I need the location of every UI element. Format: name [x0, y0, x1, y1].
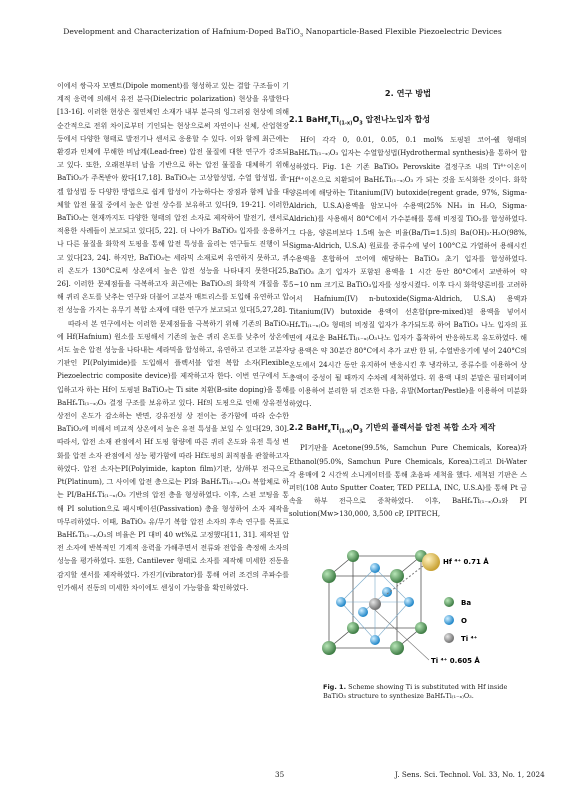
running-header: Development and Characterization of Hafnium-Doped BaTiO$_3$ Nanoparticle-Based Flexible Piezoelectric Devices: [63, 27, 502, 39]
hf-radius-label: Hf ⁴⁺ 0.71 Å: [443, 557, 489, 566]
ti-radius-label: Ti ⁴⁺ 0.605 Å: [431, 656, 480, 665]
hf-atom: [422, 553, 440, 571]
figure-1: [289, 528, 527, 708]
legend-ti-label: Ti ⁴⁺: [461, 634, 478, 643]
body-paragraph: PI기판을 Acetone(99.5%, Samchun Pure Chemicals, Korea)과 Ethanol(95.0%, Samchun Pure Chemicals, Korea)그리고 Di-Water 각 용매에 2 시간씩 소니케이터를 통해 초음파 세척을 했다. 세척된 기판은 스퍼터(108 Auto Sputter Coater, TED PELLA, INC, U.S.A)를 통해 Pt 금속을 하부 전극으로 증착하였다. 이후, BaHfₓTi₍₁₋ₓ₎O₃와 PI solution(Mw>130,000, 3,500 cP, IPITECH,: [289, 444, 527, 519]
legend-o-swatch: [444, 615, 454, 625]
subsection-heading: 2.1 $BaHf_xTi_{(1-x)}O_3$ 압전나노입자 합성: [289, 115, 431, 127]
subsection-heading: 2.2 $BaHf_xTi_{(1-x)}O_3$ 기반의 플렉서블 압전 복합 소자 제작: [289, 423, 496, 436]
body-paragraph: 이에서 쌍극자 모멘트(Dipole moment)를 형성하고 있는 결합 구조들이 기계적 응력에 의해서 유전 분극(Dielectric polarization) 현상을 유발한다[13-16]. 이러한 현상은 절연체인 소재가 내부 분극의 잉그러짐 현상에 의해 순간적으로 전위 차이로부터 기인되는 현상으로써 자연이나 신체, 산업현장 등에서 다양한 형태로 발전기나 센서로 응용할 수 있다. 이와 함께 최근에는 환경과 인체에 무해한 비납계(Lead-free) 압전 물질에 대한 연구가 강조되고 있다. 또한, 오래전부터 납을 기반으로 하는 압전 물질을 대체하기 위해 BaTiO₃가 주목받아 왔다[17,18]. BaTiO₃는 고상합성법, 수열 합성법, 졸-겔 합성법 등 다양한 방법으로 쉽게 합성이 가능하다는 장점과 함께 납을 대체할 압전 물질 중에서 높은 압전 상수를 보유하고 있다[9, 19-21]. 이러한 BaTiO₃는 현재까지도 다양한 형태의 압전 소자로 제작하여 발전기, 센서로 적용한 사례들이 보고되고 있다[5, 22]. 더 나아가 BaTiO₃ 입자를 응용하거나 다른 물질을 화학적 도핑을 통해 압전 특성을 올리는 연구들도 진행이 되고 있다[23, 24]. 하지만, BaTiO₃는 세라믹 소재로써 유연하지 못하고, 퀴리 온도가 130°C로써 상온에서 높은 압전 성능을 나타내지 못한다[25, 26]. 이러한 문제점들을 극복하고자 최근에는 BaTiO₃의 화학적 개질을 통해 퀴리 온도를 낮추는 연구와 더불어 고분자 매트리스를 도입해 유연하고 압전 성능을 가지는 유무기 복합 소재에 대한 연구가 보고되고 있다[5,27,28].: [57, 82, 289, 315]
section-heading: 2. 연구 방법: [384, 88, 432, 98]
legend-ba-swatch: [444, 597, 454, 607]
legend-ba-label: Ba: [461, 598, 472, 607]
legend-ti-swatch: [444, 633, 454, 643]
legend-o-label: O: [461, 616, 467, 625]
ti-center-atom: [369, 598, 381, 610]
body-paragraph: 따라서 본 연구에서는 이러한 문제점들을 극복하기 위해 기존의 BaTiO₃에 Hf(Hafnium) 원소를 도핑해서 기존의 높은 퀴리 온도를 낮추어 상온에서도 높은 압전 성능을 나타내는 세라믹을 합성하고, 유연하고 견고한 고분자 기판인 PI(Polyimide)를 도입해서 플렉서블 압전 복합 소자(Flexible Piezoelectric composite device)를 제작하고자 한다. 이번 연구에서 도입하고자 하는 Hf이 도핑된 BaTiO₃는 Ti site 치환(B-site doping)을 통해 BaHfₓTi₍₁₋ₓ₎O₃ 결정 구조를 보유하고 있다. Hf의 도핑으로 인해 상유전성 상전이 온도가 감소하는 반면, 강유전성 상 전이는 증가함에 따라 순수한 BaTiO₃에 비해서 비교적 상온에서 높은 유전 특성을 보일 수 있다[29, 30]. 따라서, 압전 소재 관점에서 Hf 도핑 함량에 따른 퀴리 온도와 유전 특성 변화를 압전 소자 관점에서 성능 평가함에 따라 Hf도핑의 최적점을 관찰하고자 하였다. 압전 소자는PI(Polyimide, kapton film)기판, 상/하부 전극으로 Pt(Platinum), 그 사이에 압전 층으로는 PI와 BaHfₓTi₍₁₋ₓ₎O₃ 복합체로 하는 PI/BaHfₓTi₍₁₋ₓ₎O₃ 기반의 압전 층을 형성하였다. 이후, 스핀 코팅을 통해 PI solution으로 패시베이션(Passivation) 층을 형성하여 소자 제작을 마무리하였다. 이때, BaTiO₃ 유/무기 복합 압전 소자의 후속 연구를 목표로 BaHfₓTi₍₁₋ₓ₎O₃의 비율은 PI 대비 40 wt%로 고정했다[11, 31]. 제작된 압전 소자에 반복적인 기계적 응력을 가해주면서 전류와 전압을 측정해 소자의 성능을 평가하였다. 또한, Cantilever 형태로 소자를 제작해 미세한 진동을 감지할 센서를 제작하였다. 가진기(vibrator)를 통해 여러 조건의 주파수를 인가해서 진동의 미세한 차이에도 센싱이 가능함을 확인하였다.: [57, 319, 289, 592]
left-column: [57, 80, 289, 595]
journal-citation: J. Sens. Sci. Technol. Vol. 33, No. 1, 2024: [395, 770, 545, 779]
figure-caption: Fig. 1. Scheme showing Ti is substituted with Hf inside BaTiO₃ structure to synthesize BaHfₓTi₍₁₋ₓ₎O₃.: [323, 682, 508, 700]
perovskite-structure-diagram: [289, 528, 527, 678]
right-column: [289, 87, 527, 708]
body-paragraph: Hf이 각각 0, 0.01, 0.05, 0.1 mol% 도핑된 코어-쉘 형태의 BaHfₓTi₍₁₋ₓ₎O₃ 입자는 수열합성법(Hydrothermal synthesis)을 통하여 합성하였다. Fig. 1은 기존 BaTiO₃ Perovskite 결정구조 내의 Ti⁴⁺이온이 Hf⁴⁺이온으로 치환되어 BaHfₓTi₍₁₋ₓ₎O₃ 가 되는 것을 도식화한 것이다. 화학양론비에 해당하는 Titanium(IV) butoxide(regent grade, 97%, Sigma-Aldrich, U.S.A)용액을 암모니아 수용액(25% NH₃ in H₂O, Sigma-Aldrich)를 사용해서 80°C에서 가수분해를 통해 비정질 TiO₂를 합성하였다. 그 다음, 양론비보다 1.5배 높은 비율(Ba/Ti=1.5)의 Ba(OH)₂·H₂O(98%, Sigma-Aldrich, U.S.A) 원료를 증류수에 넣어 100°C로 가열하여 용해시킨 수용액을 혼합하여 코어에 해당하는 BaTiO₃ 초기 입자를 합성하였다. BaTiO₃ 초기 입자가 포함된 용액을 1 시간 동안 80°C에서 교반하여 약 5~10 nm 크기로 BaTiO₃입자를 성장시켰다. 이후 다시 화학양론비를 고려하여서 Hafnium(IV) n-butoxide(Sigma-Aldrich, U.S.A) 용액과 Titanium(IV) butoxide 용액이 선혼합(pre-mixed)된 용액을 넣어서 HfₓTi₍₁₋ₓ₎O₂ 형태의 비정질 입자가 추가되도록 하여 BaTiO₃ 나노 입자의 표면에 새로운 BaHfₓTi₍₁₋ₓ₎O₃나노 입자가 흡착하여 반응하도록 유도하였다. 해당 용액은 약 30분간 80°C에서 추가 교반 한 뒤, 수열반응기에 넣어 240°C의 온도에서 24시간 동안 유지하여 반응시킨 후 냉각하고, 증류수를 이용하여 상층액이 중성이 될 때까지 수차례 세척하였다. 위 용액 내의 분말은 필터페이퍼를 이용하여 분리한 뒤 건조한 다음, 유발(Mortar/Pestle)을 이용하여 미분화하였다.: [289, 136, 527, 409]
page-number: 35: [275, 770, 285, 779]
